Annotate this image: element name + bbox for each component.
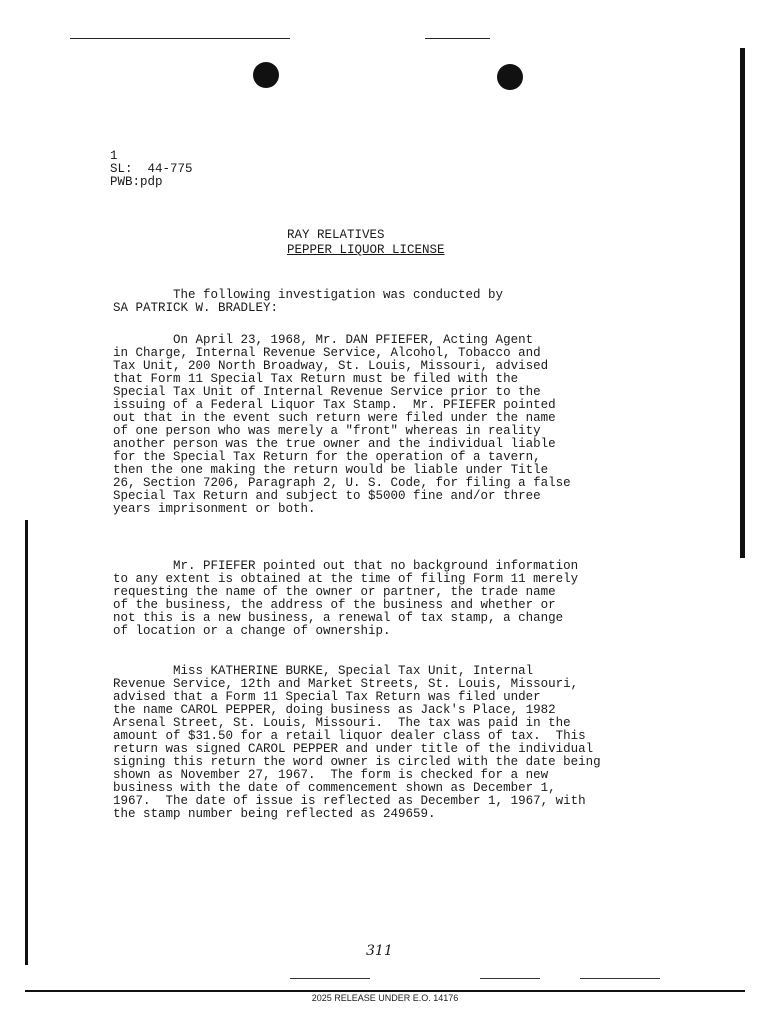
- punch-hole-left: [253, 62, 279, 88]
- scan-edge-left: [25, 520, 28, 965]
- scan-line: [70, 38, 290, 39]
- footer-rule: [25, 990, 745, 992]
- paragraph-burke-findings: Miss KATHERINE BURKE, Special Tax Unit, Internal Revenue Service, 12th and Market Streets, St. Louis, Missouri, advised that a Form 11 Special Tax Return was filed under the name CAROL PEPPER, doing business as Jack's Place, 1982 Arsenal Street, St. Louis, Missouri. The tax was paid in the amount of $31.50 for a retail liquor dealer class of tax. This return was signed CAROL PEPPER and under title of the individual signing this return the word owner is circled with the date being shown as November 27, 1967. The form is checked for a new business with the date of commencement shown as December 1, 1967. The date of issue is reflected as December 1, 1967, with the stamp number being reflected as 249659.: [113, 664, 601, 821]
- paragraph-background-info: Mr. PFIEFER pointed out that no background information to any extent is obtained at the time of filing Form 11 merely requesting the name of the owner or partner, the trade name of the business, the address of the business and whether or not this is a new business, a renewal of tax stamp, a change of location or a change of ownership.: [113, 559, 579, 638]
- scan-line: [425, 38, 490, 39]
- file-reference: [110, 150, 193, 189]
- document-heading: [287, 228, 445, 258]
- release-stamp: 2025 RELEASE UNDER E.O. 14176: [311, 993, 459, 1003]
- heading-subtitle: PEPPER LIQUOR LICENSE: [287, 243, 445, 257]
- heading-title: RAY RELATIVES: [287, 228, 385, 242]
- paragraph-pfiefer-advice: On April 23, 1968, Mr. DAN PFIEFER, Acting Agent in Charge, Internal Revenue Service, Alcohol, Tobacco and Tax Unit, 200 North Broadway, St. Louis, Missouri, advised that Form 11 Special Tax Return must be filed with the Special Tax Unit of Internal Revenue Service prior to the issuing of a Federal Liquor Tax Stamp. Mr. PFIEFER pointed out that in the event such return were filed under the name of one person who was merely a "front" whereas in reality another person was the true owner and the individual liable for the Special Tax Return for the operation of a tavern, then the one making the return would be liable under Title 26, Section 7206, Paragraph 2, U. S. Code, for filing a false Special Tax Return and subject to $5000 fine and/or three years imprisonment or both.: [113, 333, 571, 516]
- file-number: SL: 44-775: [110, 162, 193, 176]
- paragraph-intro: The following investigation was conducted by SA PATRICK W. BRADLEY:: [113, 288, 504, 315]
- scan-edge-right: [740, 48, 745, 558]
- scan-line: [290, 978, 370, 979]
- scan-line: [580, 978, 660, 979]
- scan-line: [480, 978, 540, 979]
- initials: PWB:pdp: [110, 175, 163, 189]
- page-number: 311: [366, 943, 393, 959]
- file-ref-line1: 1: [110, 149, 118, 163]
- punch-hole-right: [497, 64, 523, 90]
